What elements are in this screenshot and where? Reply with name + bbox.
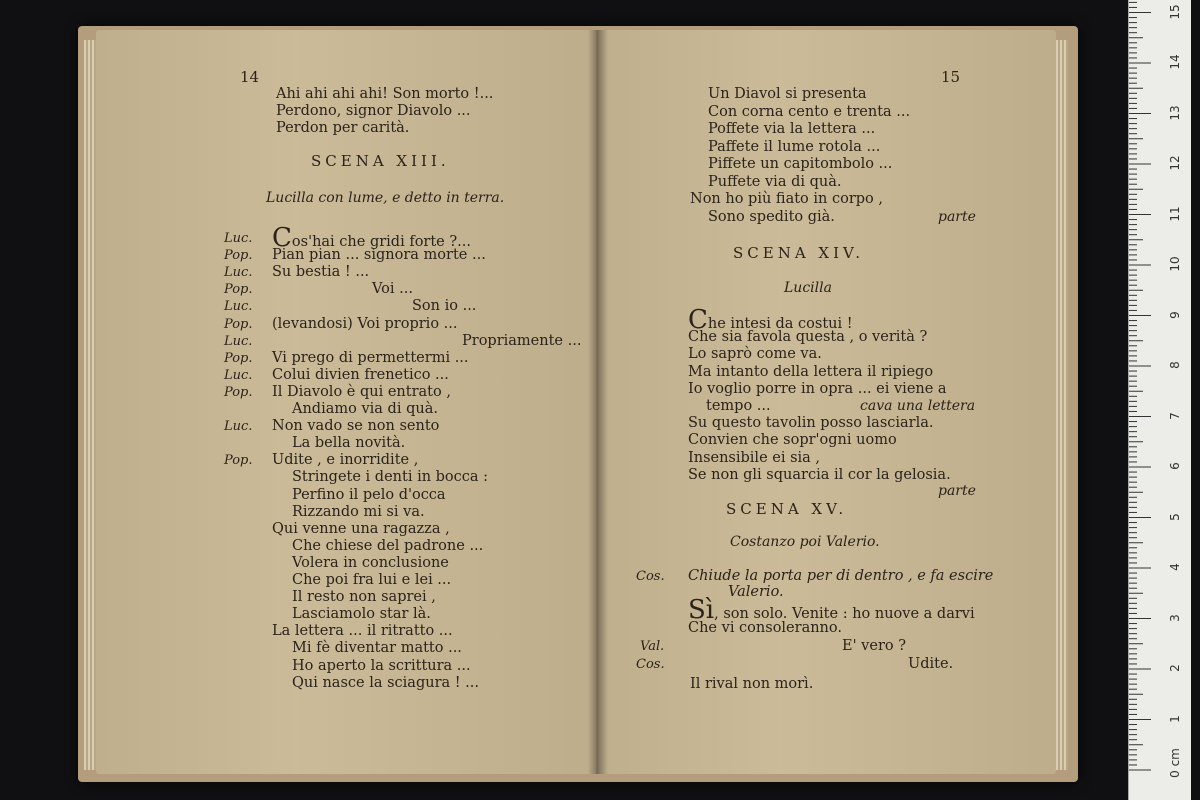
ruler-label: 1 xyxy=(1168,714,1182,723)
line-text: Non vado se non sento xyxy=(272,418,440,435)
line-text: Con corna cento e trenta ... xyxy=(708,103,911,120)
verse-line xyxy=(708,174,841,191)
scene-heading-xv: SCENA XV. xyxy=(726,500,848,518)
line-text: Valerio. xyxy=(728,584,784,600)
line-text: Volera in conclusione xyxy=(292,554,449,571)
dialogue-line xyxy=(292,401,438,418)
ruler-label: 12 xyxy=(1168,155,1182,171)
line-text: Il Diavolo è qui entrato , xyxy=(272,383,451,400)
speaker-label: Pop. xyxy=(224,350,253,366)
line-text: (levandosi) Voi proprio ... xyxy=(272,315,458,332)
dialogue-line xyxy=(292,435,405,452)
ruler-label: 5 xyxy=(1168,512,1182,521)
line-text: Che poi fra lui e lei ... xyxy=(292,572,452,588)
line-text: Mi fè diventar matto ... xyxy=(292,640,462,657)
line-text: Propriamente ... xyxy=(462,332,582,349)
line-text: Puffete via di quà. xyxy=(708,173,842,190)
ruler-label: 9 xyxy=(1168,310,1182,319)
dialogue-line xyxy=(688,568,993,585)
scene-heading-xiv: SCENA XIV. xyxy=(733,244,865,262)
verse-line xyxy=(708,139,880,156)
dialogue-line xyxy=(292,487,446,504)
page-number-right: 15 xyxy=(941,68,961,86)
speaker-label: Cos. xyxy=(636,657,665,672)
line-text: Pian pian ... signora morte ... xyxy=(272,247,486,264)
verse-line xyxy=(690,191,883,208)
dialogue-line xyxy=(292,572,451,589)
line-text: Andiamo via di quà. xyxy=(292,401,438,417)
line-text: Che chiese del padrone ... xyxy=(292,537,484,554)
dialogue-line xyxy=(292,675,479,692)
line-text: Stringete i denti in bocca : xyxy=(292,469,489,486)
exit-direction: parte xyxy=(938,209,976,225)
dialogue-line xyxy=(292,469,488,486)
speaker-label: Luc. xyxy=(224,333,253,349)
verse-line: Perdon per carità. xyxy=(276,120,410,136)
dialogue-line xyxy=(292,504,425,521)
stage-direction-letter: cava una lettera xyxy=(860,398,976,414)
dialogue-line xyxy=(272,350,469,367)
monologue-line xyxy=(688,467,951,484)
line-text: he intesi da costui ! xyxy=(707,316,853,332)
line-text: Lo saprò come va. xyxy=(688,346,822,363)
line-text: Paffete il lume rotola ... xyxy=(708,138,881,155)
monologue-line xyxy=(688,381,947,398)
line-text: Qui nasce la sciagura ! ... xyxy=(292,674,480,691)
ruler-label: 3 xyxy=(1168,613,1182,622)
line-text: Su questo tavolin posso lasciarla. xyxy=(688,415,934,432)
monologue-line xyxy=(688,432,897,449)
speaker-label: Luc. xyxy=(224,299,253,315)
dialogue-line xyxy=(690,676,813,693)
line-text: Su bestia ! ... xyxy=(272,264,370,281)
verse-line xyxy=(708,209,835,226)
line-text: E' vero ? xyxy=(842,638,906,654)
line-text: Son io ... xyxy=(412,298,477,315)
ruler-label: 0 cm xyxy=(1168,748,1182,778)
line-text: tempo ... xyxy=(706,398,771,414)
dialogue-line xyxy=(292,658,471,675)
ruler-label: 7 xyxy=(1168,411,1182,420)
line-text: Il rival non morì. xyxy=(690,676,814,692)
line-text: Il resto non saprei , xyxy=(292,589,436,606)
dialogue-line xyxy=(272,247,486,264)
dialogue-line xyxy=(908,656,953,673)
line-text: Piffete un capitombolo ... xyxy=(708,156,893,172)
dialogue-line xyxy=(292,606,431,623)
ruler-label: 13 xyxy=(1168,104,1182,121)
dialogue-line xyxy=(272,623,453,640)
scene-heading-xiii: SCENA XIII. xyxy=(311,152,450,170)
dialogue-line xyxy=(292,538,483,555)
speaker-label: Luc. xyxy=(224,419,253,435)
line-text: Insensibile ei sia , xyxy=(688,449,821,466)
speaker-label: Val. xyxy=(640,639,665,654)
ruler-label: 8 xyxy=(1168,361,1182,369)
drop-capital: C xyxy=(688,305,708,335)
monologue-line xyxy=(688,450,820,467)
verse-line xyxy=(708,156,892,173)
dialogue-line xyxy=(272,452,418,469)
line-text: Qui venne una ragazza , xyxy=(272,520,450,537)
monologue-line xyxy=(688,346,822,363)
dialogue-line xyxy=(292,555,449,572)
scene-character: Lucilla xyxy=(784,280,832,296)
ruler-label: 15 xyxy=(1168,3,1182,20)
line-text: Chiude la porta per di dentro , e fa escire xyxy=(688,568,994,584)
dialogue-line xyxy=(272,521,450,538)
monologue-line xyxy=(706,398,771,415)
line-text: Colui divien frenetico ... xyxy=(272,366,449,383)
drop-capital: Sì xyxy=(688,595,715,625)
speaker-label: Pop. xyxy=(224,316,253,332)
dialogue-line xyxy=(292,589,436,606)
dialogue-line xyxy=(688,620,842,637)
dialogue-line xyxy=(272,384,451,401)
line-text: Perfino il pelo d'occa xyxy=(292,486,446,503)
dialogue-line xyxy=(728,584,784,601)
line-text: Sono spedito già. xyxy=(708,208,835,225)
ruler-label: 11 xyxy=(1168,205,1182,222)
line-text: Udite. xyxy=(908,656,954,672)
line-text: La lettera ... il ritratto ... xyxy=(272,623,453,640)
ruler-label: 10 xyxy=(1168,256,1182,272)
dialogue-line xyxy=(842,638,906,655)
speaker-label: Pop. xyxy=(224,248,253,264)
dialogue-line xyxy=(462,333,581,350)
line-text: Se non gli squarcia il cor la gelosia. xyxy=(688,466,951,483)
verse-line xyxy=(708,121,875,138)
dialogue-line xyxy=(272,418,439,435)
book-gutter xyxy=(588,30,608,774)
ruler-label: 6 xyxy=(1168,462,1182,470)
verse-line: Perdono, signor Diavolo ... xyxy=(276,103,471,119)
speaker-label: Pop. xyxy=(224,384,253,400)
dialogue-line xyxy=(272,367,449,384)
dialogue-line xyxy=(372,281,413,298)
verse-line xyxy=(708,104,910,121)
line-text: Rizzando mi si va. xyxy=(292,503,425,520)
line-text: Non ho più fiato in corpo , xyxy=(690,191,883,207)
line-text: Convien che sopr'ogni uomo xyxy=(688,432,897,449)
speaker-label: Cos. xyxy=(636,569,665,584)
ruler-label: 14 xyxy=(1168,54,1182,70)
drop-capital: C xyxy=(272,223,292,253)
line-text: Ho aperto la scrittura ... xyxy=(292,657,471,674)
line-text: Un Diavol si presenta xyxy=(708,86,867,102)
line-text: La bella novità. xyxy=(292,435,406,452)
speaker-label: Luc. xyxy=(224,367,253,383)
speaker-label: Luc. xyxy=(224,265,253,281)
measurement-ruler xyxy=(1128,0,1191,800)
line-text: Lasciamolo star là. xyxy=(292,606,431,623)
verse-line xyxy=(708,86,867,103)
line-text: Che vi consoleranno. xyxy=(688,620,842,636)
speaker-label: Pop. xyxy=(224,282,253,298)
monologue-line xyxy=(688,415,934,432)
dialogue-line xyxy=(292,640,462,657)
verse-line: Ahi ahi ahi ahi! Son morto !... xyxy=(276,86,494,102)
ruler-label: 2 xyxy=(1168,664,1182,672)
speaker-label: Luc. xyxy=(224,231,253,246)
line-text: Io voglio porre in opra ... ei viene a xyxy=(688,380,947,397)
line-text: Vi prego di permettermi ... xyxy=(272,349,469,366)
dialogue-line xyxy=(272,264,369,281)
exit-direction: parte xyxy=(938,483,976,499)
speaker-label: Pop. xyxy=(224,453,253,469)
page-number-left: 14 xyxy=(240,68,260,86)
stage-direction: Lucilla con lume, e detto in terra. xyxy=(266,190,505,206)
line-text: Che sia favola questa , o verità ? xyxy=(688,329,928,346)
line-text: Udite , e inorridite , xyxy=(272,452,419,469)
line-text: , son solo. Venite : ho nuove a darvi xyxy=(714,606,975,622)
stage-direction: Costanzo poi Valerio. xyxy=(730,534,880,550)
ruler-label: 4 xyxy=(1168,563,1182,571)
monologue-line xyxy=(688,329,927,346)
monologue-line xyxy=(688,364,933,381)
line-text: Poffete via la lettera ... xyxy=(708,121,876,137)
line-text: Ma intanto della lettera il ripiego xyxy=(688,363,934,380)
dialogue-line xyxy=(412,298,476,315)
line-text: Voi ... xyxy=(372,281,413,298)
left-page xyxy=(96,30,596,774)
line-text: os'hai che gridi forte ?... xyxy=(291,234,471,250)
dialogue-line xyxy=(272,316,457,333)
right-page xyxy=(598,30,1056,774)
